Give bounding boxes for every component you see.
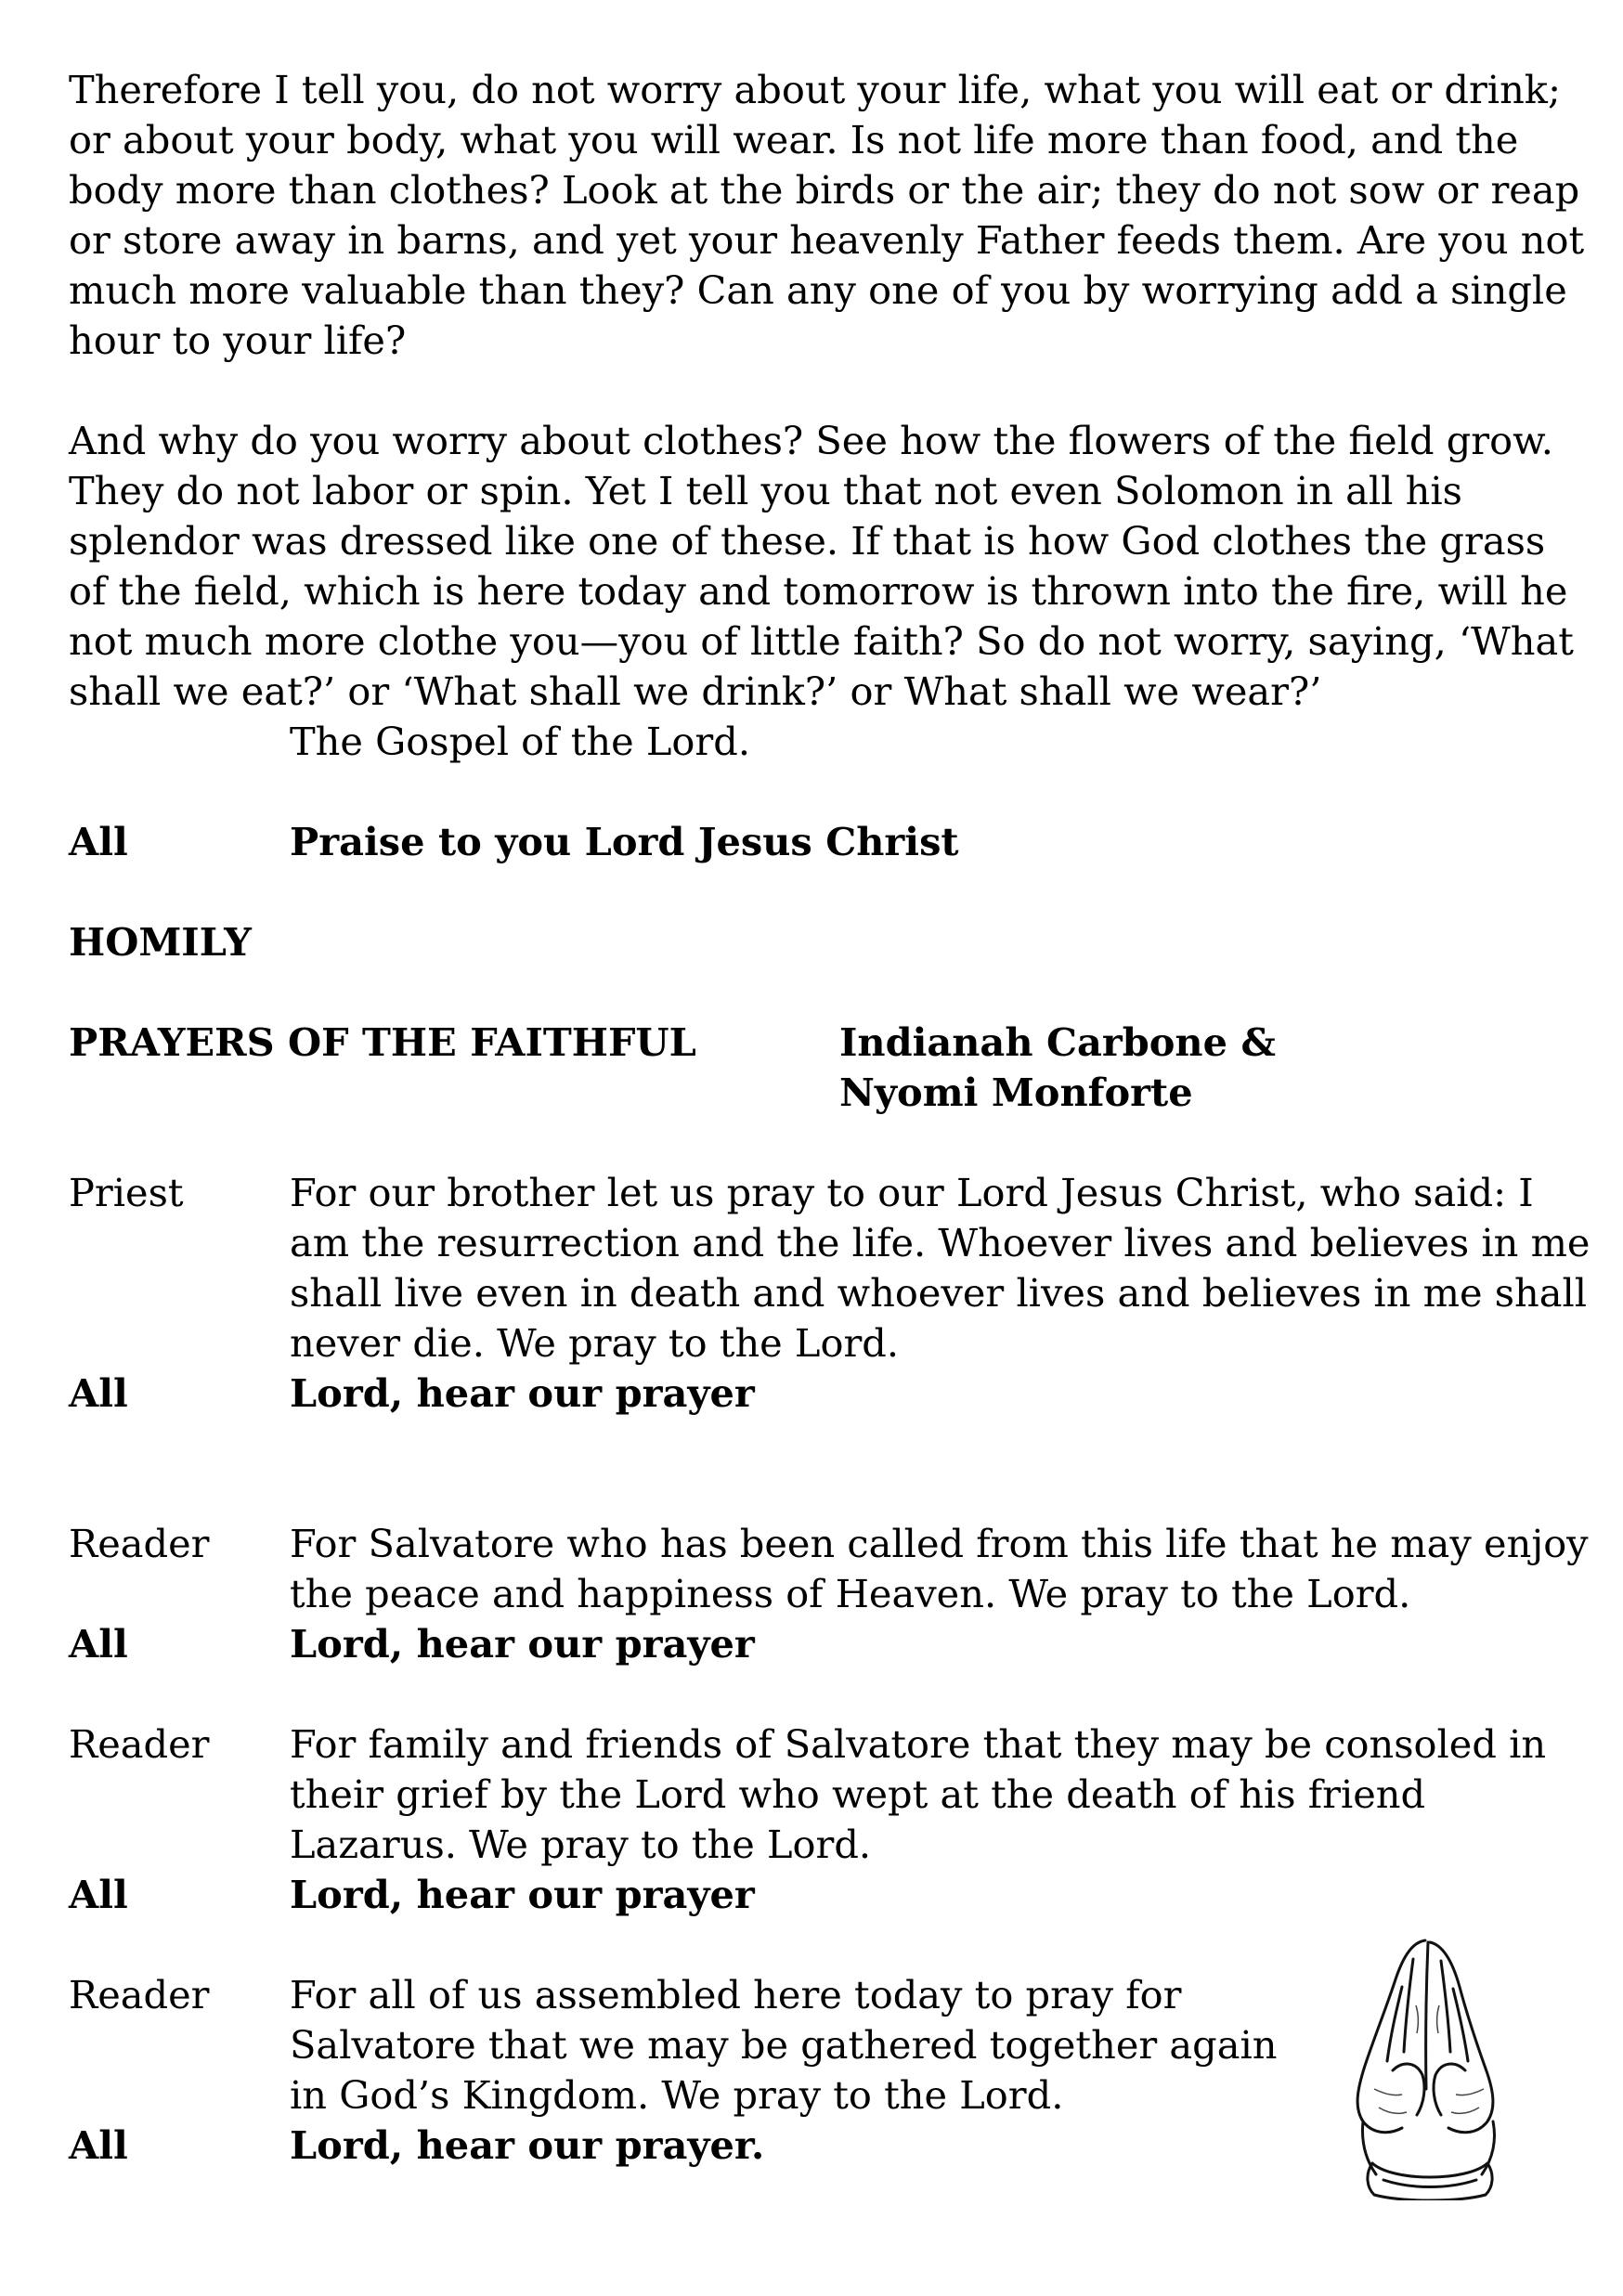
response-label: All [69, 819, 128, 864]
reader-name-1: Indianah Carbone & [839, 1019, 1276, 1065]
praying-hands-icon [1337, 1931, 1523, 2200]
all-label: All [69, 2122, 128, 2168]
prayer-response [69, 1619, 1591, 1669]
speaker-label: Priest [69, 1170, 184, 1215]
order-of-service-page [69, 65, 1591, 2171]
gospel-response-row [69, 817, 1591, 867]
response-text: Lord, hear our prayer [290, 1370, 755, 1416]
prayer-response [69, 1369, 1591, 1419]
prayer-response [69, 1870, 1591, 1920]
response-text: Praise to you Lord Jesus Christ [290, 819, 959, 864]
prayer-intention [69, 1719, 1591, 1870]
speaker-label: Reader [69, 1972, 210, 2017]
gospel-paragraph-2: And why do you worry about clothes? See how the flowers of the field grow. They do not labor or spin. Yet I tell you that not even Solomon in all his splendor was dressed like one of these. If that is how God clothes the grass of the field, which is here today and tomorrow is thrown into the fire, will he not much more clothe you—you of little faith? So do not worry, saying, ‘What shall we eat?’ or ‘What shall we drink?’ or What shall we wear?’ [69, 418, 1574, 714]
gospel-closing: The Gospel of the Lord. [290, 719, 751, 764]
response-text: Lord, hear our prayer [290, 1621, 755, 1667]
prayers-heading: PRAYERS OF THE FAITHFUL [69, 1019, 696, 1065]
all-label: All [69, 1872, 128, 1917]
prayers-readers [839, 1018, 1276, 1118]
gospel-paragraph-1: Therefore I tell you, do not worry about your life, what you will eat or drink; or about your body, what you will wear. Is not life more than food, and the body more than clothes? Look at the birds or the air; they do not sow or reap or store away in barns, and yet your heavenly Father feeds them. Are you not much more valuable than they? Can any one of you by worrying add a single hour to your life? [69, 67, 1585, 363]
prayer-intention [69, 1519, 1591, 1619]
intention-text: For family and friends of Salvatore that they may be consoled in their grief by the Lord who wept at the death of his friend Lazarus. We pray to the Lord. [290, 1721, 1547, 1867]
speaker-label: Reader [69, 1521, 210, 1566]
reader-name-2: Nyomi Monforte [839, 1070, 1193, 1115]
all-label: All [69, 1370, 128, 1416]
prayer-intention [69, 1168, 1591, 1369]
response-text: Lord, hear our prayer [290, 1872, 755, 1917]
prayers-heading-row [69, 1018, 1591, 1118]
intention-text: For Salvatore who has been called from this life that he may enjoy the peace and happiness of Heaven. We pray to the Lord. [290, 1521, 1589, 1616]
speaker-label: Reader [69, 1721, 210, 1767]
all-label: All [69, 1621, 128, 1667]
homily-heading: HOMILY [69, 919, 252, 965]
intention-text: For our brother let us pray to our Lord Jesus Christ, who said: I am the resurrection and the life. Whoever lives and believes in me shall live even in death and whoever lives and believes in me shall never die. We pray to the Lord. [290, 1170, 1591, 1366]
intention-text: For all of us assembled here today to pray for Salvatore that we may be gathered together again in God’s Kingdom. We pray to the Lord. [290, 1972, 1278, 2118]
response-text: Lord, hear our prayer. [290, 2122, 765, 2168]
